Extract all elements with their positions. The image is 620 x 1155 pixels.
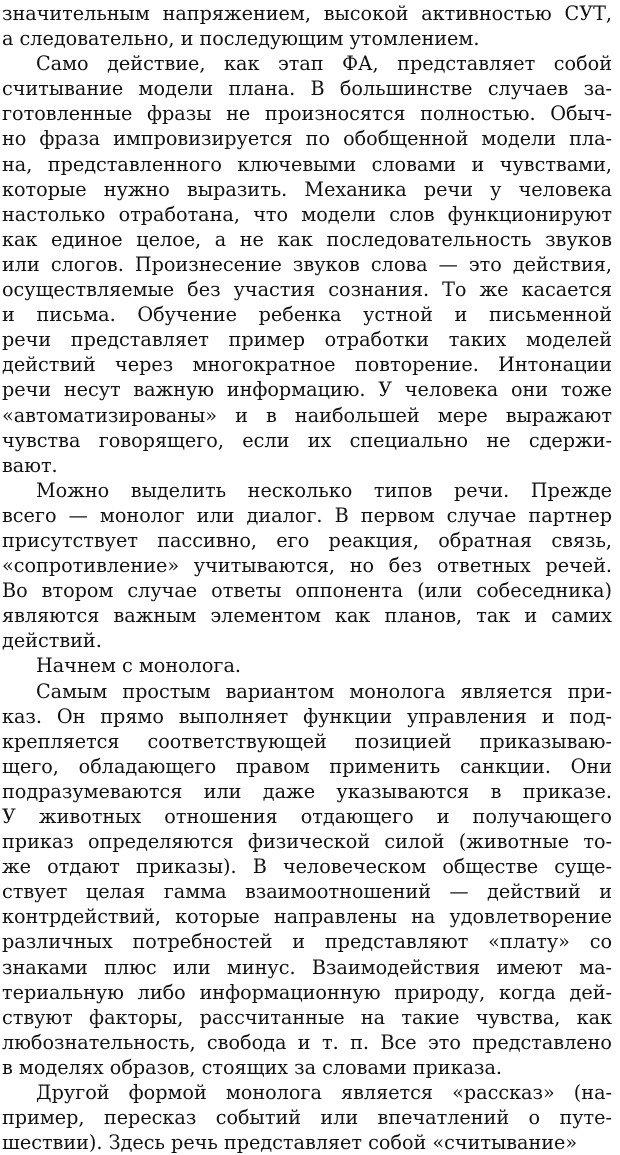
text-line: Можно выделить несколько типов речи. Прежде — [36, 478, 612, 502]
text-line: на, представленного ключевыми словами и чувствами, — [2, 152, 612, 176]
text-line: или слогов. Произнесение звуков слова — это действия, — [2, 252, 612, 276]
text-line: же отдают приказы). В человеческом обществе суще- — [2, 855, 612, 879]
text-line: Само действие, как этап ФА, представляет собой — [36, 52, 612, 76]
paragraph — [2, 1, 612, 51]
paragraph — [2, 51, 612, 478]
text-line: чувства говорящего, если их специально не сдержи- — [2, 428, 612, 452]
text-line: значительным напряжением, высокой активностью СУТ, — [2, 2, 612, 25]
text-line: пример, пересказ событий или впечатлений о путе- — [2, 1106, 612, 1130]
document-page — [2, 0, 612, 1155]
text-line: считывание модели плана. В большинстве случаев за- — [2, 77, 612, 101]
text-line: любознательность, свобода и т. п. Все это представлено — [2, 1030, 612, 1054]
text-line: У животных отношения отдающего и получающего — [2, 805, 612, 828]
text-line: крепляется соответствующей позицией приказываю- — [2, 729, 612, 753]
text-line: речи несут важную информацию. У человека они тоже — [2, 378, 612, 402]
text-line: действий через многократное повторение. Интонации — [2, 353, 612, 377]
text-line: «сопротивление» учитываются, но без ответных речей. — [2, 554, 612, 578]
text-line: контрдействий, которые направлены на удовлетворение — [2, 905, 612, 929]
text-line: являются важным элементом как планов, так и самих — [2, 604, 612, 628]
text-line: «автоматизированы» и в наибольшей мере выражают — [2, 403, 612, 427]
text-line: присутствует пассивно, его реакция, обратная связь, — [2, 528, 612, 552]
text-line: осуществляемые без участия сознания. То же касается — [2, 278, 612, 302]
text-line: шествии). Здесь речь представляет собой «считывание» — [2, 1131, 578, 1155]
text-line: в моделях образов, стоящих за словами приказа. — [2, 1055, 503, 1079]
text-line: Во втором случае ответы оппонента (или собеседника) — [2, 579, 612, 603]
paragraph — [2, 1080, 612, 1155]
text-line: вают. — [2, 453, 58, 477]
paragraph — [2, 679, 612, 1081]
text-line: Самым простым вариантом монолога является при- — [36, 679, 612, 703]
paragraph — [2, 478, 612, 654]
text-line: а следовательно, и последующим утомлением. — [2, 27, 480, 51]
text-line: но фраза импровизируется по обобщенной модели пла- — [2, 127, 612, 151]
text-line: как единое целое, а не как последовательность звуков — [2, 227, 612, 251]
text-line: знаками плюс или минус. Взаимодействия имеют ма- — [2, 955, 612, 979]
text-line: различных потребностей и представляют «плату» со — [2, 930, 612, 954]
text-line: подразумеваются или даже указываются в приказе. — [2, 779, 612, 803]
text-line: речи представляет пример отработки таких моделей — [2, 328, 612, 352]
text-line: щего, обладающего правом применить санкции. Они — [2, 754, 612, 778]
text-line: всего — монолог или диалог. В первом случае партнер — [2, 503, 612, 527]
text-line: ствует целая гамма взаимоотношений — действий и — [2, 880, 612, 904]
paragraph — [2, 653, 612, 678]
text-line: териальную либо информационную природу, когда дей- — [2, 980, 612, 1004]
text-line: Другой формой монолога является «рассказ» (на- — [36, 1081, 612, 1105]
text-line: приказ определяются физической силой (животные то- — [2, 830, 612, 854]
text-line: настолько отработана, что модели слов функционируют — [2, 202, 612, 226]
text-line: и письма. Обучение ребенка устной и письменной — [2, 303, 612, 327]
text-line: Начнем с монолога. — [36, 654, 242, 678]
text-line: действий. — [2, 629, 102, 653]
text-line: ствуют факторы, рассчитанные на такие чувства, как — [2, 1005, 612, 1029]
text-line: каз. Он прямо выполняет функции управления и под- — [2, 704, 612, 728]
text-line: готовленные фразы не произносятся полностью. Обыч- — [2, 102, 612, 126]
text-line: которые нужно выразить. Механика речи у человека — [2, 177, 612, 201]
